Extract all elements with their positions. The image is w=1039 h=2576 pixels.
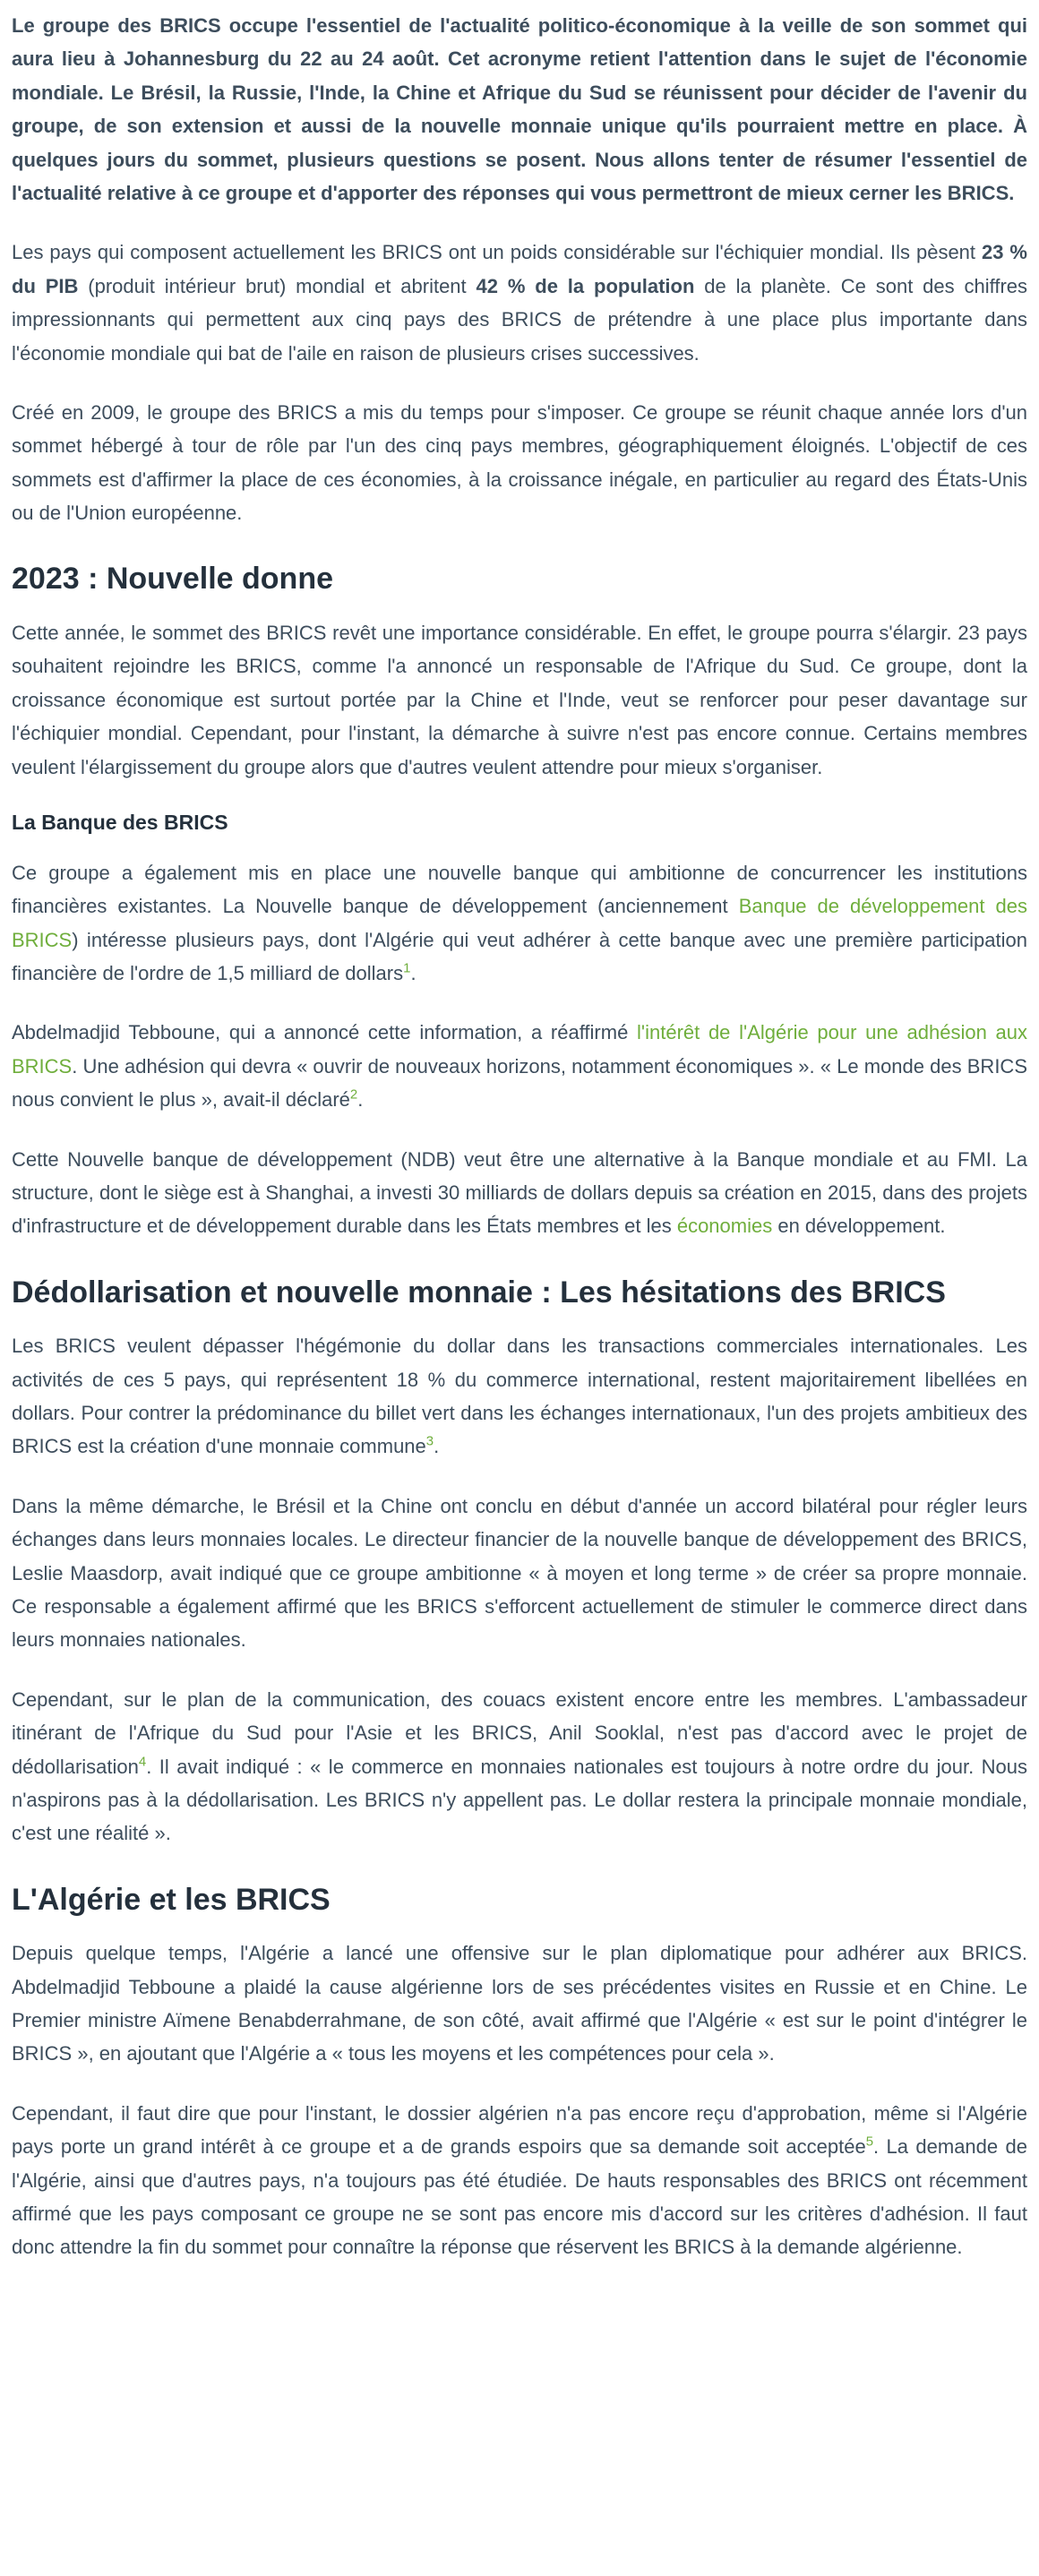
text-run: . (434, 1435, 440, 1458)
paragraph (12, 1683, 1027, 1850)
text-run: . Une adhésion qui devra « ouvrir de nouveaux horizons, notamment économiques ». « Le monde des BRICS nous convient le plus », avait-il déclaré (12, 1054, 1027, 1112)
paragraph (12, 1490, 1027, 1657)
text-run: Ce groupe a également mis en place une nouvelle banque qui ambitionne de concurrencer les institutions financières existantes. La Nouvelle banque de développement (anciennement (12, 861, 1027, 918)
text-run: (produit intérieur brut) mondial et abritent (78, 274, 477, 297)
lead-paragraph (12, 9, 1027, 210)
inline-link[interactable]: économies (676, 1215, 773, 1238)
text-run: . La demande de l'Algérie, ainsi que d'autres pays, n'a toujours pas été étudiée. De hauts responsables des BRICS ont récemment affirmé que les pays composant ce groupe ne se sont pas encore mis d'accord sur les critères d'adhésion. Il faut donc attendre la fin du sommet pour connaître la réponse que réservent les BRICS à la demande algérienne. (12, 2135, 1027, 2259)
text-run: 23 % du PIB (12, 241, 1027, 297)
inline-link[interactable]: Banque de développement des BRICS (12, 895, 1027, 951)
footnote-ref[interactable]: 4 (138, 1754, 147, 1770)
paragraph (12, 396, 1027, 530)
text-run: en développement. (772, 1215, 946, 1238)
text-run: Les BRICS veulent dépasser l'hégémonie du dollar dans les transactions commerciales internationales. Les activités de ces 5 pays, qui représentent 18 % du commerce international, restent majoritairement libellées en dollars. Pour contrer la prédominance du billet vert dans les échanges internationaux, l'un des projets ambitieux des BRICS est la création d'une monnaie commune (12, 1335, 1027, 1458)
text-run: Cette Nouvelle banque de développement (NDB) veut être une alternative à la Banque mondiale et au FMI. La structure, dont le siège est à Shanghai, a investi 30 milliards de dollars depuis sa création en 2015, dans des projets d'infrastructure et de développement durable dans les États membres et les (12, 1147, 1027, 1238)
paragraph (12, 616, 1027, 784)
text-run: 42 % de la population (476, 274, 695, 297)
text-run: ) intéresse plusieurs pays, dont l'Algérie qui veut adhérer à cette banque avec une première participation financière de l'ordre de 1,5 milliard de dollars (12, 928, 1027, 984)
paragraph (12, 1329, 1027, 1464)
text-run: . (357, 1088, 364, 1112)
paragraph (12, 1936, 1027, 2071)
footnote-ref[interactable]: 2 (349, 1086, 358, 1103)
inline-link[interactable]: l'intérêt de l'Algérie pour une adhésion aux BRICS (12, 1021, 1027, 1078)
text-run: Cependant, il faut dire que pour l'instant, le dossier algérien n'a pas encore reçu d'approbation, même si l'Algérie pays porte un grand intérêt à ce groupe et a de grands espoirs que sa demande soit acceptée (12, 2101, 1027, 2159)
text-run: . Il avait indiqué : « le commerce en monnaies nationales est toujours à notre ordre du jour. Nous n'aspirons pas à la dédollarisation. Les BRICS n'y appellent pas. Le dollar restera la principale monnaie mondiale, c'est une réalité ». (12, 1755, 1027, 1845)
text-run: Cependant, sur le plan de la communication, des couacs existent encore entre les membres. L'ambassadeur itinérant de l'Afrique du Sud pour l'Asie et les BRICS, Anil Sooklal, n'est pas d'accord avec le projet de dédollarisation (12, 1687, 1027, 1778)
paragraph (12, 856, 1027, 991)
footnote-ref[interactable]: 3 (425, 1434, 434, 1450)
text-run: de la planète. Ce sont des chiffres impressionnants qui permettent aux cinq pays des BRICS de prétendre à une place plus importante dans l'économie mondiale qui bat de l'aile en raison de plusieurs crises successives. (12, 274, 1028, 365)
text-run: Les pays qui composent actuellement les BRICS ont un poids considérable sur l'échiquier mondial. Ils pèsent (12, 241, 982, 264)
section-heading: 2023 : Nouvelle donne (12, 562, 333, 597)
paragraph (12, 2097, 1027, 2264)
text-run: Depuis quelque temps, l'Algérie a lancé une offensive sur le plan diplomatique pour adhérer aux BRICS. Abdelmadjid Tebboune a plaidé la cause algérienne lors de ses précédentes visites en Russie et en Chine. Le Premier ministre Aïmene Benabderrahmane, de son côté, avait affirmé que l'Algérie « est sur le point d'intégrer le BRICS », en ajoutant que l'Algérie a « tous les moyens et les compétences pour cela ». (12, 1942, 1027, 2065)
text-run: Dans la même démarche, le Brésil et la Chine ont conclu en début d'année un accord bilatéral pour régler leurs échanges dans leurs monnaies locales. Le directeur financier de la nouvelle banque de développement des BRICS, Leslie Maasdorp, avait indiqué que ce groupe ambitionne « à moyen et long terme » de créer sa propre monnaie. Ce responsable a également affirmé que les BRICS s'efforcent actuellement de stimuler le commerce direct dans leurs monnaies nationales. (12, 1494, 1027, 1652)
sub-section-heading: La Banque des BRICS (12, 810, 228, 834)
footnote-ref[interactable]: 1 (403, 960, 411, 976)
paragraph (12, 1016, 1027, 1116)
text-run: Créé en 2009, le groupe des BRICS a mis du temps pour s'imposer. Ce groupe se réunit chaque année lors d'un sommet hébergé à tour de rôle par l'un des cinq pays membres, géographiquement éloignés. L'objectif de ces sommets est d'affirmer la place de ces économies, à la croissance inégale, en particulier au regard des États-Unis ou de l'Union européenne. (12, 400, 1027, 525)
text-run: Cette année, le sommet des BRICS revêt une importance considérable. En effet, le groupe pourra s'élargir. 23 pays souhaitent rejoindre les BRICS, comme l'a annoncé un responsable de l'Afrique du Sud. Ce groupe, dont la croissance économique est surtout portée par la Chine et l'Inde, veut se renforcer pour peser davantage sur l'échiquier mondial. Cependant, pour l'instant, la démarche à suivre n'est pas encore connue. Certains membres veulent l'élargissement du groupe alors que d'autres veulent attendre pour mieux s'organiser. (12, 621, 1027, 778)
paragraph (12, 1143, 1027, 1243)
text-run: Le groupe des BRICS occupe l'essentiel de l'actualité politico-économique à la veille de son sommet qui aura lieu à Johannesburg du 22 au 24 août. Cet acronyme retient l'attention dans le sujet de l'économie mondiale. Le Brésil, la Russie, l'Inde, la Chine et Afrique du Sud se réunissent pour décider de l'avenir du groupe, de son extension et aussi de la nouvelle monnaie unique qu'ils pourraient mettre en place. À quelques jours du sommet, plusieurs questions se posent. Nous allons tenter de résumer l'essentiel de l'actualité relative à ce groupe et d'apporter des réponses qui vous permettront de mieux cerner les BRICS. (12, 14, 1027, 204)
text-run: Abdelmadjid Tebboune, qui a annoncé cette information, a réaffirmé (12, 1021, 638, 1044)
section-heading: Dédollarisation et nouvelle monnaie : Les hésitations des BRICS (12, 1275, 946, 1309)
paragraph (12, 236, 1027, 370)
section-heading: L'Algérie et les BRICS (12, 1882, 331, 1917)
text-run: . (410, 961, 416, 984)
footnote-ref[interactable]: 5 (865, 2134, 874, 2150)
